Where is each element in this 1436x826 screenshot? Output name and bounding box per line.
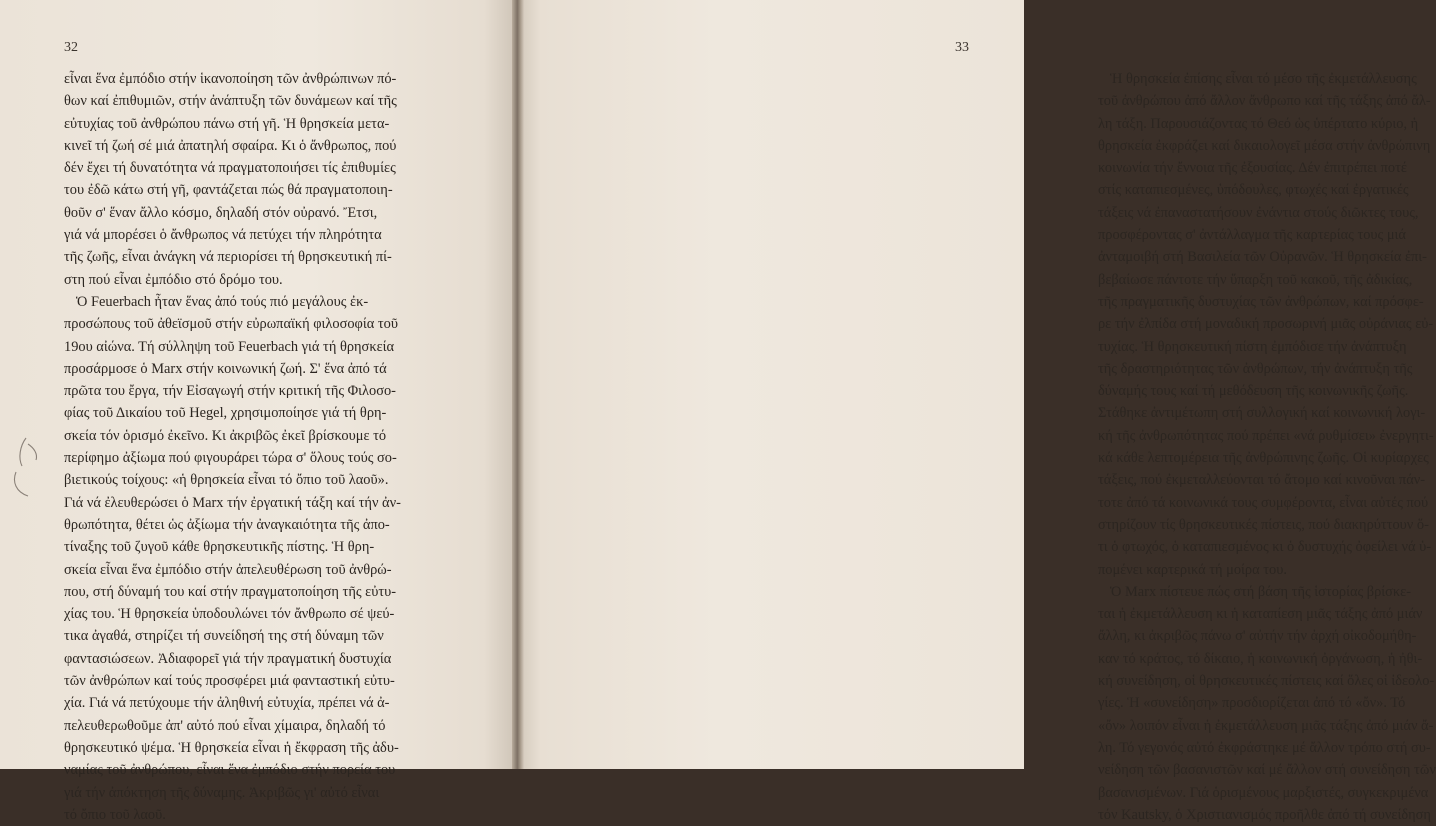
text-line: καν τό κράτος, τό δίκαιο, ἡ κοινωνική ὀργάνωση, ἡ ἠθι-: [1098, 650, 1423, 667]
text-line: «ὄν» λοιπόν εἶναι ἡ ἐκμετάλλευση μιᾶς τάξης ἀπό μιάν ἄ-: [1098, 717, 1434, 734]
text-line: ται ἡ ἐκμετάλλευση κι ἡ καταπίεση μιᾶς τάξης ἀπό μιάν: [1098, 606, 1423, 623]
text-line: στηρίζουν τίς θρησκευτικές πίστεις, πού διακηρύττουν ὅ-: [1098, 516, 1429, 533]
text-line: τι ὁ φτωχός, ὁ καταπιεσμένος κι ὁ δυστυχής ὀφείλει νά ὑ-: [1098, 539, 1432, 556]
text-line: δύναμής τους καί τή μεθόδευση τῆς κοινωνικῆς ζωῆς.: [1098, 383, 1409, 400]
text-line: κή τῆς ἀνθρωπότητας πού πρέπει «νά ρυθμίσει» ἐνεργητι-: [1098, 427, 1434, 444]
text-line: θρωπότητα, θέτει ὡς ἀξίωμα τήν ἀναγκαιότητα τῆς ἀπο-: [64, 516, 390, 533]
text-line: κή συνείδηση, οἱ θρησκευτικές πίστεις καί ὅλες οἱ ἰδεολο-: [1098, 673, 1435, 690]
handwritten-margin-mark-icon: [8, 432, 48, 502]
right-page-text: [1098, 68, 1436, 826]
text-line: τῆς ζωῆς, εἶναι ἀνάγκη νά περιορίσει τή θρησκευτική πί-: [64, 249, 392, 266]
text-line: γιά τήν ἀπόκτηση τῆς δύναμης. Ἀκριβῶς γι' αὐτό εἶναι: [64, 784, 380, 801]
text-line: τῶν ἀνθρώπων καί τούς προσφέρει μιά φανταστική εὐτυ-: [64, 673, 395, 690]
left-page-number: 32: [64, 40, 78, 55]
text-line: τοτε ἀπό τά κοινωνικά τους συμφέροντα, εἶναι αὐτές πού: [1098, 494, 1429, 511]
text-line: πομένει καρτερικά τή μοίρα του.: [1098, 561, 1287, 578]
text-line: νείδηση τῶν βασανιστῶν καί μέ ἄλλον στή συνείδηση τῶν: [1098, 762, 1436, 779]
text-line: κοινωνία τήν ἔννοια τῆς ἐξουσίας. Δέν ἐπιτρέπει ποτέ: [1098, 160, 1407, 177]
left-page-text: [64, 68, 401, 826]
text-line: τικα ἀγαθά, στηρίζει τή συνείδησή της στή δύναμη τῶν: [64, 628, 384, 645]
text-line: προσώπους τοῦ ἀθεϊσμοῦ στήν εὐρωπαϊκή φιλοσοφία τοῦ: [64, 316, 398, 333]
text-line: τό ὄπιο τοῦ λαοῦ.: [64, 806, 166, 823]
text-line: εὐτυχίας τοῦ ἀνθρώπου πάνω στή γῆ. Ἡ θρησκεία μετα-: [64, 115, 390, 132]
text-line: Στάθηκε ἀντιμέτωπη στή συλλογική καί κοινωνική λογι-: [1098, 405, 1426, 422]
text-line: που, στή δύναμή του καί στήν πραγματοποίηση τῆς εὐτυ-: [64, 583, 397, 600]
text-line: τυχίας. Ἡ θρησκευτική πίστη ἐμπόδισε τήν ἀνάπτυξη: [1098, 338, 1407, 355]
text-line: θων καί ἐπιθυμιῶν, στήν ἀνάπτυξη τῶν δυνάμεων καί τῆς: [64, 93, 397, 110]
text-line: εἶναι ἕνα ἐμπόδιο στήν ἱκανοποίηση τῶν ἀνθρώπινων πό-: [64, 71, 397, 87]
text-line: στη πού εἶναι ἐμπόδιο στό δρόμο του.: [64, 271, 283, 288]
book-gutter: [512, 0, 524, 769]
text-line: σκεία εἶναι ἕνα ἐμπόδιο στήν ἀπελευθέρωση τοῦ ἀνθρώ-: [64, 561, 392, 578]
text-line: κινεῖ τή ζωή σέ μιά ἀπατηλή σφαίρα. Κι ὁ ἄνθρωπος, πού: [64, 137, 397, 154]
text-line: ἄλλη, κι ἀκριβῶς πάνω σ' αὐτήν τήν ἀρχή οἰκοδομήθη-: [1098, 628, 1417, 645]
text-line: Ὁ Feuerbach ἦταν ἕνας ἀπό τούς πιό μεγάλους ἐκ-: [76, 293, 369, 310]
text-line: χίας του. Ἡ θρησκεία ὑποδουλώνει τόν ἄνθρωπο σέ ψεύ-: [64, 606, 395, 623]
text-line: πελευθερωθοῦμε ἀπ' αὐτό πού εἶναι χίμαιρα, δηλαδή τό: [64, 717, 386, 734]
text-line: Ὁ Marx πίστευε πώς στή βάση τῆς ἱστορίας βρίσκε-: [1110, 583, 1411, 600]
text-line: τάξεις νά ἐπαναστατήσουν ἐνάντια στούς διῶκτες τους,: [1098, 204, 1419, 221]
text-line: ρε τήν ἐλπίδα στή μοναδική προσωρινή μιᾶς οὐράνιας εὐ-: [1098, 316, 1434, 333]
text-line: στίς καταπιεσμένες, ὑπόδουλες, φτωχές καί ἐργατικές: [1098, 182, 1409, 199]
text-line: ναμίας τοῦ ἀνθρώπου, εἶναι ἕνα ἐμπόδιο στήν πορεία του: [64, 762, 396, 779]
text-line: Ἡ θρησκεία ἐπίσης εἶναι τό μέσο τῆς ἐκμετάλλευσης: [1110, 71, 1417, 87]
text-line: τάξεις, πού ἐκμεταλλεύονται τό ἄτομο καί κινοῦναι πάν-: [1098, 472, 1426, 489]
text-line: τόν Kautsky, ὁ Χριστιανισμός προῆλθε ἀπό τή συνείδηση: [1098, 806, 1431, 823]
text-line: λη τάξη. Παρουσιάζοντας τό Θεό ὡς ὑπέρτατο κύριο, ἡ: [1098, 115, 1419, 132]
text-line: Γιά νά ἐλευθερώσει ὁ Marx τήν ἐργατική τάξη καί τήν ἀν-: [64, 494, 401, 511]
right-page-number: 33: [955, 40, 969, 55]
text-line: τῆς πραγματικῆς δυστυχίας τῶν ἀνθρώπων, καί πρόσφε-: [1098, 293, 1424, 310]
text-line: λη. Τό γεγονός αὐτό ἐκφράστηκε μέ ἄλλον τρόπο στή συ-: [1098, 739, 1431, 756]
text-line: χία. Γιά νά πετύχουμε τήν ἀληθινή εὐτυχία, πρέπει νά ἀ-: [64, 695, 390, 712]
text-line: ἀνταμοιβή στή Βασιλεία τῶν Οὐρανῶν. Ἡ θρησκεία ἐπι-: [1098, 249, 1427, 266]
text-line: βεβαίωσε πάντοτε τήν ὕπαρξη τοῦ κακοῦ, τῆς ἀδικίας,: [1098, 271, 1413, 288]
text-line: περίφημο ἀξίωμα πού φιγουράρει τώρα σ' ὅλους τούς σο-: [64, 450, 397, 467]
text-line: θοῦν σ' ἕναν ἄλλο κόσμο, δηλαδή στόν οὐρανό. Ἔτσι,: [64, 204, 378, 221]
left-page: [0, 0, 515, 823]
text-line: 19ου αἰώνα. Τή σύλληψη τοῦ Feuerbach γιά τή θρησκεία: [64, 338, 395, 355]
text-line: φαντασιώσεων. Ἀδιαφορεῖ γιά τήν πραγματική δυστυχία: [64, 650, 392, 667]
text-line: γίες. Ἡ «συνείδηση» προσδιορίζεται ἀπό τό «ὄν». Τό: [1098, 695, 1406, 712]
text-line: θρησκεία ἐκφράζει καί δικαιολογεῖ μέσα στήν ἀνθρώπινη: [1098, 137, 1431, 154]
text-line: προσφέροντας σ' ἀντάλλαγμα τῆς καρτερίας τους μιά: [1098, 227, 1406, 244]
text-line: σκεία τόν ὁρισμό ἐκεῖνο. Κι ἀκριβῶς ἐκεῖ βρίσκουμε τό: [64, 427, 387, 444]
text-line: γιά νά μπορέσει ὁ ἄνθρωπος νά πετύχει τήν πληρότητα: [64, 227, 382, 244]
right-page: [515, 0, 1436, 823]
text-line: δέν ἔχει τή δυνατότητα νά πραγματοποιήσει τίς ἐπιθυμίες: [64, 160, 396, 177]
text-line: του ἐδῶ κάτω στή γῆ, φαντάζεται πώς θά πραγματοποιη-: [64, 182, 393, 199]
text-line: βασανισμένων. Γιά ὁρισμένους μαρξιστές, συγκεκριμένα: [1098, 784, 1429, 801]
text-line: τοῦ ἀνθρώπου ἀπό ἄλλον ἄνθρωπο καί τῆς τάξης ἀπό ἄλ-: [1098, 93, 1431, 110]
text-line: πρῶτα του ἔργα, τήν Εἰσαγωγή στήν κριτική τῆς Φιλοσο-: [64, 383, 396, 400]
text-line: κά κάθε λεπτομέρεια τῆς ἀνθρώπινης ζωῆς. Οἱ κυρίαρχες: [1098, 450, 1429, 467]
text-line: τίναξης τοῦ ζυγοῦ κάθε θρησκευτικῆς πίστης. Ἡ θρη-: [64, 539, 375, 556]
text-line: προσάρμοσε ὁ Marx στήν κοινωνική ζωή. Σ' ἕνα ἀπό τά: [64, 360, 387, 377]
text-line: θρησκευτικό ψέμα. Ἡ θρησκεία εἶναι ἡ ἔκφραση τῆς ἀδυ-: [64, 739, 399, 756]
text-line: φίας τοῦ Δικαίου τοῦ Hegel, χρησιμοποίησε γιά τή θρη-: [64, 405, 387, 422]
text-line: βιετικούς τοίχους: «ἡ θρησκεία εἶναι τό ὄπιο τοῦ λαοῦ».: [64, 472, 389, 489]
text-line: τῆς δραστηριότητας τῶν ἀνθρώπων, τήν ἀνάπτυξη τῆς: [1098, 360, 1413, 377]
